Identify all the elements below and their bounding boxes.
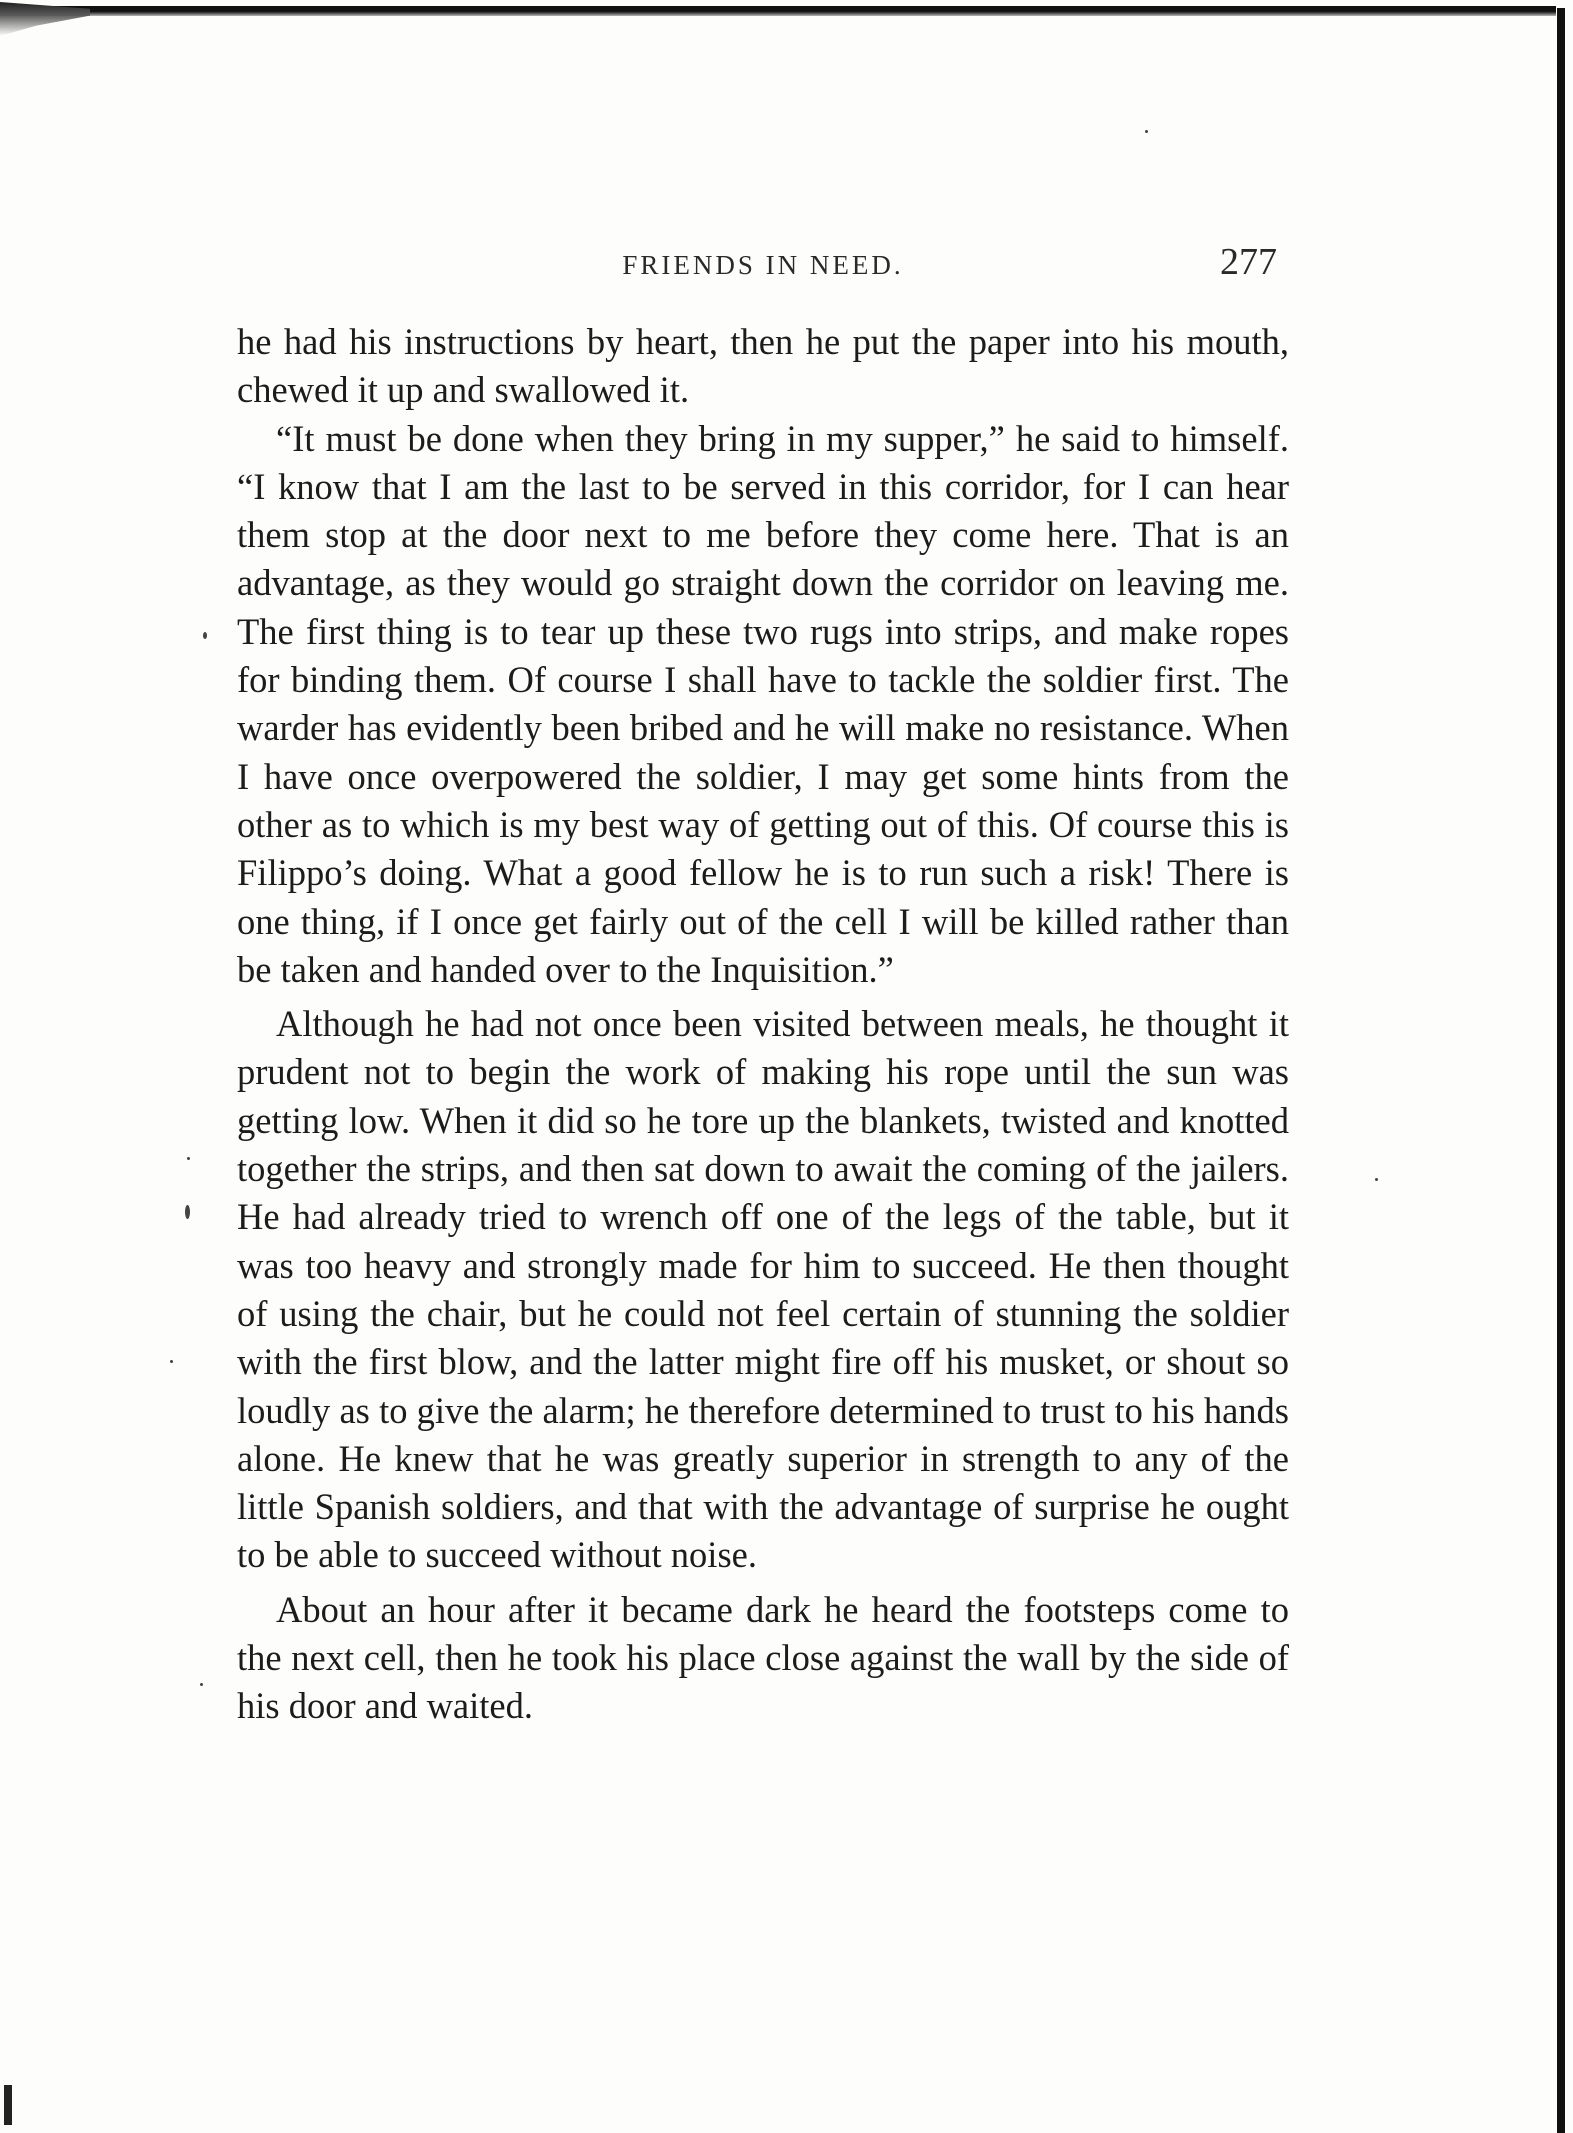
scan-speck [200,1683,203,1686]
running-title: FRIENDS IN NEED. [622,250,904,280]
running-head [237,240,1289,290]
scan-speck [203,632,207,639]
scan-speck [185,1205,190,1219]
scan-speck [187,1157,190,1160]
scan-speck [170,1360,173,1363]
top-edge-rule [0,6,1556,16]
paragraph-continued: he had his instructions by heart, then he put the paper into his mouth, chewed it up and swallowed it. [237,321,1289,411]
scan-speck [1145,130,1148,133]
paragraph: About an hour after it became dark he heard the footsteps come to the next cell, then he took his place close against the wall by the side of his door and waited. [237,1588,1289,1727]
body-text [237,318,1289,1731]
right-edge-rule [1557,8,1565,2133]
bottom-edge-mark [4,2085,12,2125]
scan-speck [1375,1178,1378,1181]
paragraph: Although he had not once been visited between meals, he thought it prudent not to begin the work of making his rope until the sun was getting low. When it did so he tore up the blankets, twisted and knotted together the strips, and then sat down to await the coming of the jailers. He had already tried to wrench off one of the legs of the table, but it was too heavy and strongly made for him to succeed. He then thought of using the chair, but he could not feel certain of stunning the soldier with the first blow, and the latter might fire off his musket, or shout so loudly as to give the alarm; he therefore determined to trust to his hands alone. He knew that he was greatly superior in strength to any of the little Spanish soldiers, and that with the advantage of surprise he ought to be able to succeed without noise. [237,1003,1289,1576]
paragraph: “It must be done when they bring in my supper,” he said to himself. “I know that I am the last to be served in this corridor, for I can hear them stop at the door next to me before they come here. That is an advantage, as they would go straight down the corridor on leaving me. The first thing is to tear up these two rugs into strips, and make ropes for binding them. Of course I shall have to tackle the soldier first. The warder has evidently been bribed and he will make no resistance. When I have once overpowered the soldier, I may get some hints from the other as to which is my best way of getting out of this. Of course this is Filippo’s doing. What a good fellow he is to run such a risk! There is one thing, if I once get fairly out of the cell I will be killed rather than be taken and handed over to the Inquisition.” [237,417,1289,990]
page-number: 277 [1220,241,1277,283]
